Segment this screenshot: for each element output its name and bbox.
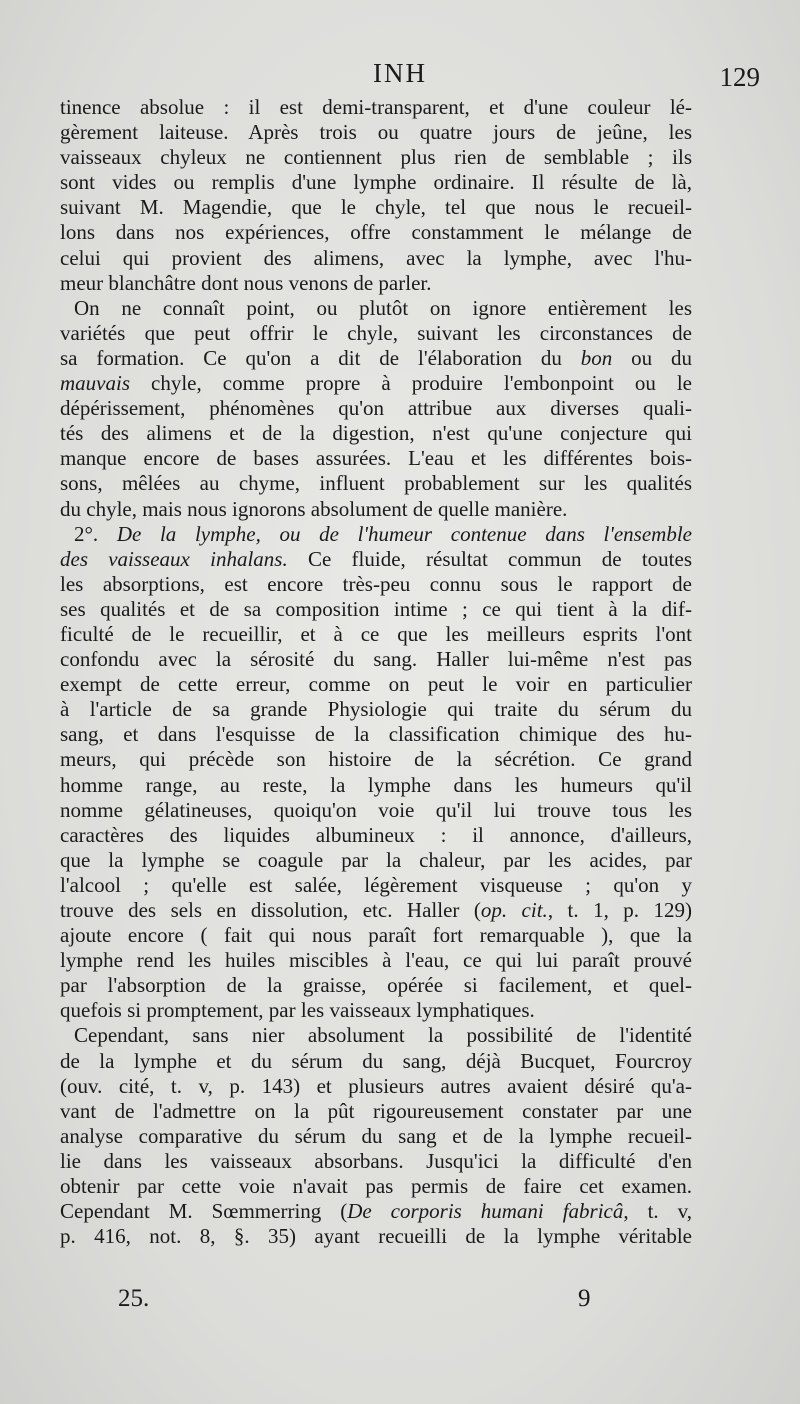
text-line: caractères des liquides albumineux : il annonce, d'ailleurs, <box>60 822 692 847</box>
text-line: l'alcool ; qu'elle est salée, légèrement visqueuse ; qu'on y <box>60 872 692 897</box>
text-line: celui qui provient des alimens, avec la lymphe, avec l'hu- <box>60 245 692 270</box>
body-text <box>60 95 692 1249</box>
text-line: meurs, qui précède son histoire de la sécrétion. Ce grand <box>60 747 692 772</box>
text-line: confondu avec la sérosité du sang. Haller lui-même n'est pas <box>60 647 692 672</box>
text-line: les absorptions, est encore très-peu connu sous le rapport de <box>60 571 692 596</box>
text-line: homme range, au reste, la lymphe dans les humeurs qu'il <box>60 772 692 797</box>
page-header <box>30 58 770 98</box>
text-line: Cependant M. Sœmmerring (De corporis humani fabricâ, t. v, <box>60 1199 692 1224</box>
text-line: variétés que peut offrir le chyle, suivant les circonstances de <box>60 320 692 345</box>
text-line: de la lymphe et du sérum du sang, déjà Bucquet, Fourcroy <box>60 1048 692 1073</box>
text-line: gèrement laiteuse. Après trois ou quatre jours de jeûne, les <box>60 120 692 145</box>
page-footer <box>60 1285 692 1319</box>
italic-text: des vaisseaux inhalans. <box>60 546 288 571</box>
text-line: lie dans les vaisseaux absorbans. Jusqu'ici la difficulté d'en <box>60 1148 692 1173</box>
text-line: ses qualités et de sa composition intime ; ce qui tient à la dif- <box>60 596 692 621</box>
text-line: p. 416, not. 8, §. 35) ayant recueilli de la lymphe véritable <box>60 1224 692 1249</box>
signature-mark: 25. <box>118 1285 150 1312</box>
text-line: manque encore de bases assurées. L'eau et les différentes bois- <box>60 446 692 471</box>
text-line: sont vides ou remplis d'une lymphe ordinaire. Il résulte de là, <box>60 170 692 195</box>
text-line: quefois si promptement, par les vaisseaux lymphatiques. <box>60 998 535 1023</box>
italic-text: mauvais <box>60 371 130 396</box>
text-line: tés des alimens et de la digestion, n'est qu'une conjecture qui <box>60 421 692 446</box>
text-line: à l'article de sa grande Physiologie qui traite du sérum du <box>60 697 692 722</box>
text-line: des vaisseaux inhalans. Ce fluide, résultat commun de toutes <box>60 546 692 571</box>
text-line: que la lymphe se coagule par la chaleur, par les acides, par <box>60 847 692 872</box>
text-line: du chyle, mais nous ignorons absolument de quelle manière. <box>60 496 568 521</box>
text-line: vant de l'admettre on la pût rigoureusement constater par une <box>60 1098 692 1123</box>
text-line: Cependant, sans nier absolument la possibilité de l'identité <box>74 1023 692 1048</box>
text-line: suivant M. Magendie, que le chyle, tel que nous le recueil- <box>60 195 692 220</box>
text-line: sons, mêlées au chyme, influent probablement sur les qualités <box>60 471 692 496</box>
text-line: exempt de cette erreur, comme on peut le voir en particulier <box>60 672 692 697</box>
text-line: sa formation. Ce qu'on a dit de l'élaboration du bon ou du <box>60 345 692 370</box>
text-line: trouve des sels en dissolution, etc. Haller (op. cit., t. 1, p. 129) <box>60 898 692 922</box>
text-line: obtenir par cette voie n'avait pas permis de faire cet examen. <box>60 1174 692 1199</box>
text-line: ficulté de le recueillir, et à ce que les meilleurs esprits l'ont <box>60 621 692 646</box>
page-number: 129 <box>719 62 760 92</box>
text-line: 2°. De la lymphe, ou de l'humeur contenue dans l'ensemble <box>74 521 692 546</box>
italic-text: bon <box>580 345 613 370</box>
text-line: mauvais chyle, comme propre à produire l'embonpoint ou le <box>60 371 692 396</box>
text-line: On ne connaît point, ou plutôt on ignore entièrement les <box>74 295 692 320</box>
italic-text: De la lymphe, ou de l'humeur contenue dans l'ensemble <box>116 521 692 546</box>
text-line: ajoute encore ( fait qui nous paraît fort remarquable ), que la <box>60 923 692 948</box>
running-head: INH <box>373 58 427 88</box>
italic-text: De corporis humani fabricâ <box>347 1199 624 1224</box>
italic-text: op. cit. <box>480 898 548 922</box>
text-line: dépérissement, phénomènes qu'on attribue aux diverses quali- <box>60 396 692 421</box>
text-line: lons dans nos expériences, offre constamment le mélange de <box>60 220 692 245</box>
text-line: lymphe rend les huiles miscibles à l'eau, ce qui lui paraît prouvé <box>60 948 692 973</box>
text-line: nomme gélatineuses, quoiqu'on voie qu'il lui trouve tous les <box>60 797 692 822</box>
text-line: analyse comparative du sérum du sang et de la lymphe recueil- <box>60 1123 692 1148</box>
text-line: meur blanchâtre dont nous venons de parler. <box>60 270 432 295</box>
text-line: par l'absorption de la graisse, opérée si facilement, et quel- <box>60 973 692 998</box>
gathering-number: 9 <box>578 1285 591 1312</box>
text-line: tinence absolue : il est demi-transparent, et d'une couleur lé- <box>60 95 692 119</box>
text-line: sang, et dans l'esquisse de la classification chimique des hu- <box>60 722 692 747</box>
text-line: (ouv. cité, t. v, p. 143) et plusieurs autres avaient désiré qu'a- <box>60 1073 692 1098</box>
text-line: vaisseaux chyleux ne contiennent plus rien de semblable ; ils <box>60 145 692 170</box>
